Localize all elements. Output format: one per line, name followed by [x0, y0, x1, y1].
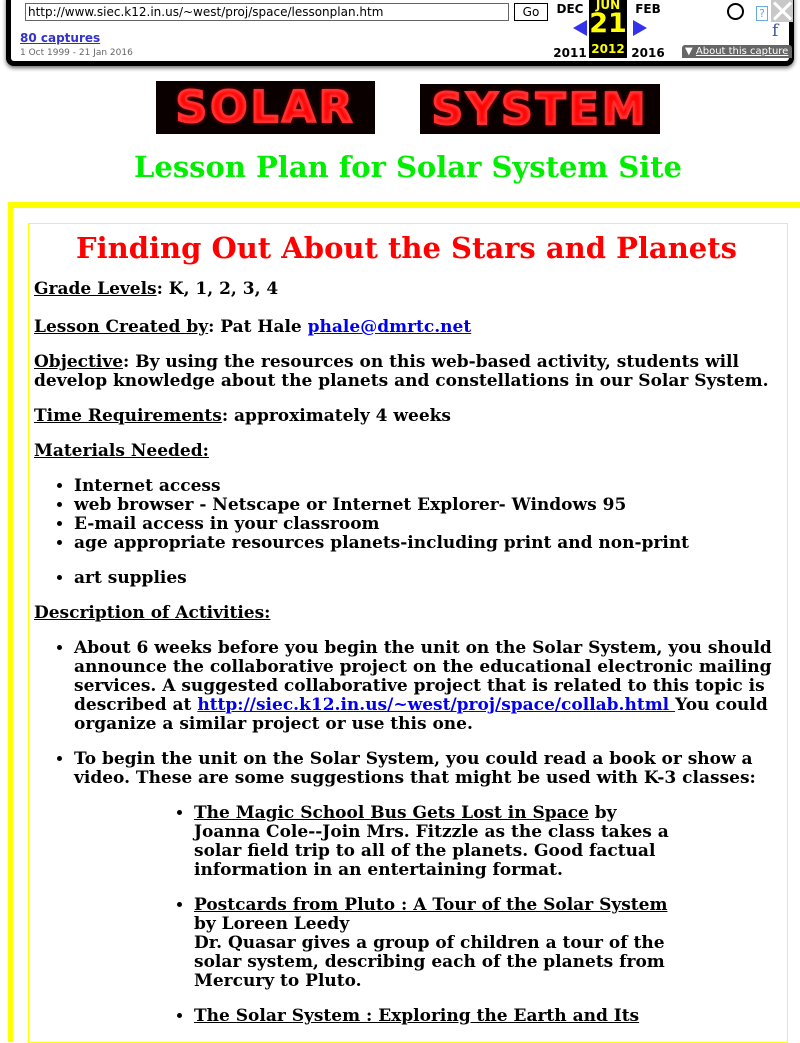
activity-text-after: You could organize a similar project or use this one.	[74, 695, 768, 734]
go-button[interactable]: Go	[514, 3, 548, 21]
next-month-label: FEB	[635, 2, 661, 16]
materials-item: • web browser - Netscape or Internet Explorer- Windows 95	[74, 496, 779, 515]
book-description: by Joanna Cole--Join Mrs. Fitzzle as the class takes a solar field trip to all of the planets. Good factual information in an entertaining format.	[194, 803, 669, 880]
current-month-label: JUN	[595, 0, 621, 12]
activity-item	[74, 639, 779, 734]
about-capture-button[interactable]	[682, 45, 792, 58]
next-year-label[interactable]: 2016	[631, 46, 665, 60]
materials-label: Materials Needed:	[34, 441, 209, 461]
objective-label: Objective	[34, 352, 124, 372]
author-email-link[interactable]: phale@dmrtc.net	[307, 317, 472, 337]
book-author: by Loreen Leedy	[194, 914, 350, 934]
activity-item	[74, 750, 779, 788]
book-list	[34, 804, 674, 1026]
materials-list-extra	[34, 569, 779, 588]
current-year-label: 2012	[591, 42, 625, 56]
book-item	[194, 1007, 674, 1026]
url-input[interactable]	[25, 3, 509, 21]
materials-list	[34, 477, 779, 553]
materials-heading	[34, 442, 779, 461]
loading-circle-icon	[727, 3, 744, 20]
system-banner-image	[420, 84, 660, 134]
activities-heading	[34, 604, 779, 623]
help-icon[interactable]: ?	[756, 6, 768, 21]
lesson-heading: Finding Out About the Stars and Planets	[76, 231, 737, 265]
activities-label: Description of Activities:	[34, 603, 271, 623]
current-day-label: 21	[589, 8, 627, 39]
lesson-created-by	[34, 318, 779, 337]
prev-month-label: DEC	[556, 2, 584, 16]
lesson-content	[34, 226, 779, 1026]
system-banner-text: SYSTEM	[431, 83, 649, 135]
materials-item: • art supplies	[74, 569, 779, 588]
prev-capture-arrow-icon[interactable]	[573, 20, 587, 36]
book-item	[194, 896, 674, 991]
materials-item: • E-mail access in your classroom	[74, 515, 779, 534]
activities-list	[34, 639, 779, 788]
solar-banner-text: SOLAR	[175, 82, 356, 133]
book-item	[194, 804, 674, 880]
grade-levels-value: : K, 1, 2, 3, 4	[156, 279, 279, 299]
created-by-label: Lesson Created by	[34, 317, 209, 337]
page-title: Lesson Plan for Solar System Site	[133, 150, 683, 184]
prev-year-label[interactable]: 2011	[553, 46, 587, 60]
about-capture-label: About this capture	[695, 46, 789, 57]
current-capture	[589, 0, 627, 58]
time-requirements	[34, 407, 779, 426]
book-title: Postcards from Pluto : A Tour of the Solar System	[194, 895, 668, 915]
time-requirements-value: : approximately 4 weeks	[221, 406, 452, 426]
book-title: The Magic School Bus Gets Lost in Space	[194, 803, 589, 823]
activity-text: About 6 weeks before you begin the unit on the Solar System, you should announce the collaborative project on the educational electronic mailing services. A suggested collaborative project that is related to this topic is described at	[74, 638, 772, 715]
wayback-toolbar	[6, 0, 794, 66]
book-description: Dr. Quasar gives a group of children a tour of the solar system, describing each of the planets from Mercury to Pluto.	[194, 933, 665, 991]
objective	[34, 353, 779, 391]
facebook-share-icon[interactable]: f	[772, 21, 779, 41]
solar-banner-image	[156, 81, 375, 134]
capture-date-range: 1 Oct 1999 - 21 Jan 2016	[20, 48, 133, 58]
triangle-down-icon: ▼	[685, 46, 693, 57]
time-requirements-label: Time Requirements	[34, 406, 222, 426]
materials-item: • age appropriate resources planets-including print and non-print	[74, 534, 779, 553]
close-icon[interactable]	[771, 0, 793, 22]
collab-project-link[interactable]: http://siec.k12.in.us/~west/proj/space/collab.html	[197, 695, 676, 715]
created-by-value: : Pat Hale	[208, 317, 308, 337]
captures-link[interactable]: 80 captures	[20, 31, 101, 45]
grade-levels	[34, 280, 779, 299]
materials-item: • Internet access	[74, 477, 779, 496]
next-capture-arrow-icon[interactable]	[633, 20, 647, 36]
book-title: The Solar System : Exploring the Earth and Its	[194, 1006, 640, 1026]
objective-value: : By using the resources on this web-based activity, students will develop knowledge about the planets and constellations in our Solar System.	[34, 352, 769, 391]
activity-text: To begin the unit on the Solar System, you could read a book or show a video. These are some suggestions that might be used with K-3 classes:	[74, 749, 756, 788]
grade-levels-label: Grade Levels	[34, 279, 157, 299]
